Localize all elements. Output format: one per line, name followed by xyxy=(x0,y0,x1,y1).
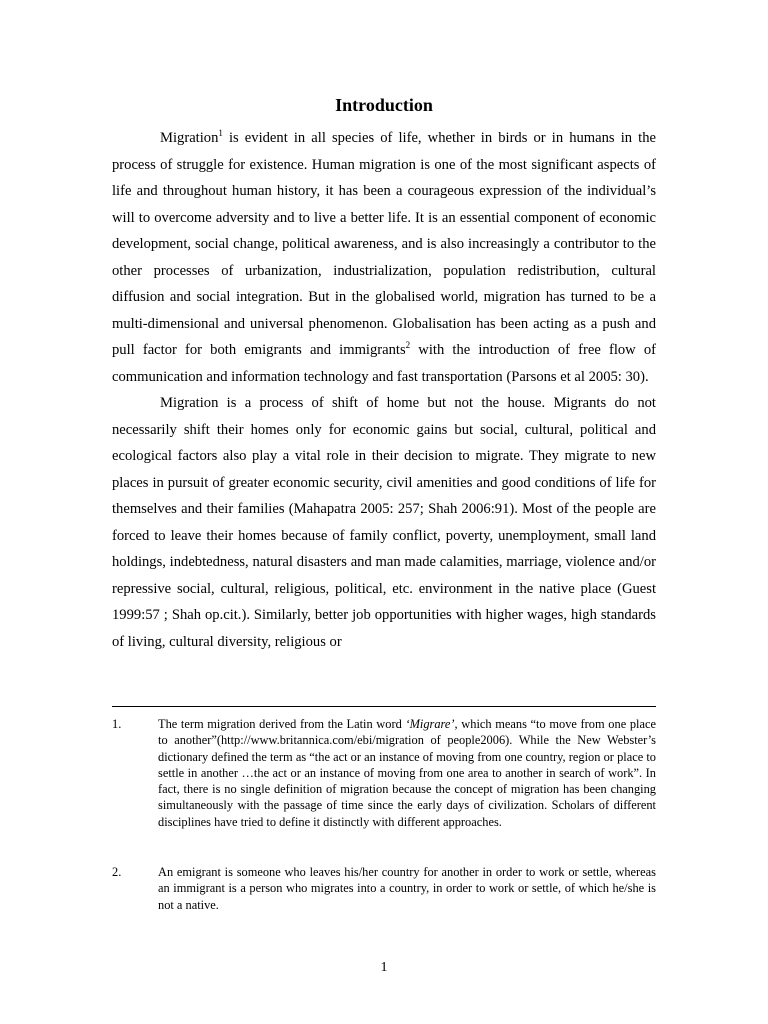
paragraph-1-start: Migration xyxy=(160,130,219,146)
body-text xyxy=(112,125,656,655)
footnote-1-text-end: which means “to move from one place to another”(http://www.britannica.com/ebi/migration of people2006). While the New Webster’s dictionary defined the term as “the act or an instance of moving from one country, region or place to settle in another …the act or an instance of moving from one area to another in search of work”. In fact, there is no single definition of migration because the concept of migration has been changing simultaneously with the passage of time since the early days of civilization. Scholars of different disciplines have tried to define it distinctly with different approaches. xyxy=(158,717,656,829)
footnote-1 xyxy=(112,716,656,830)
footnote-ref-1: 1 xyxy=(218,128,223,138)
paragraph-2: Migration is a process of shift of home but not the house. Migrants do not necessarily shift their homes only for economic gains but social, cultural, political and ecological factors also play a vital role in their decision to migrate. They migrate to new places in pursuit of greater economic security, civil amenities and good conditions of life for themselves and their families (Mahapatra 2005: 257; Shah 2006:91). Most of the people are forced to leave their homes because of family conflict, poverty, unemployment, small land holdings, indebtedness, natural disasters and man made calamities, marriage, violence and/or repressive social, cultural, religious, political, etc. environment in the native place (Guest 1999:57 ; Shah op.cit.). Similarly, better job opportunities with higher wages, high standards of living, cultural diversity, religious or xyxy=(112,395,656,650)
footnote-1-text-start: The term migration derived from the Latin word xyxy=(158,717,406,731)
page-title: Introduction xyxy=(335,95,433,115)
footnote-2-number: 2. xyxy=(112,865,122,879)
paragraph-1-middle: is evident in all species of life, whether in birds or in humans in the process of struggle for existence. Human migration is one of the most significant aspects of life and throughout human history, it has been a courageous expression of the individual’s will to overcome adversity and to live a better life. It is an essential component of economic development, social change, political awareness, and is also increasingly a contributor to the other processes of urbanization, industrialization, population redistribution, cultural diffusion and social integration. But in the globalised world, migration has turned to be a multi-dimensional and universal phenomenon. Globalisation has been acting as a push and pull factor for both emigrants and immigrants xyxy=(112,130,656,358)
footnote-divider xyxy=(112,706,656,707)
footnote-1-latin-word: ‘Migrare’, xyxy=(405,717,458,731)
paragraph-1-end: with the introduction of free flow of communication and information technology and fast transportation (Parsons et al 2005: 30). xyxy=(112,342,657,385)
footnote-ref-2: 2 xyxy=(405,340,411,350)
footnote-1-number: 1. xyxy=(112,717,122,731)
footnote-2-text: An emigrant is someone who leaves his/her country for another in order to work or settle, whereas an immigrant is a person who migrates into a country, in order to work or settle, of which he/she is not a native. xyxy=(158,865,656,912)
paragraph-1 xyxy=(112,125,656,390)
footnote-2 xyxy=(112,864,656,913)
page-number: 1 xyxy=(380,960,388,975)
footnote-1-text xyxy=(158,716,656,830)
